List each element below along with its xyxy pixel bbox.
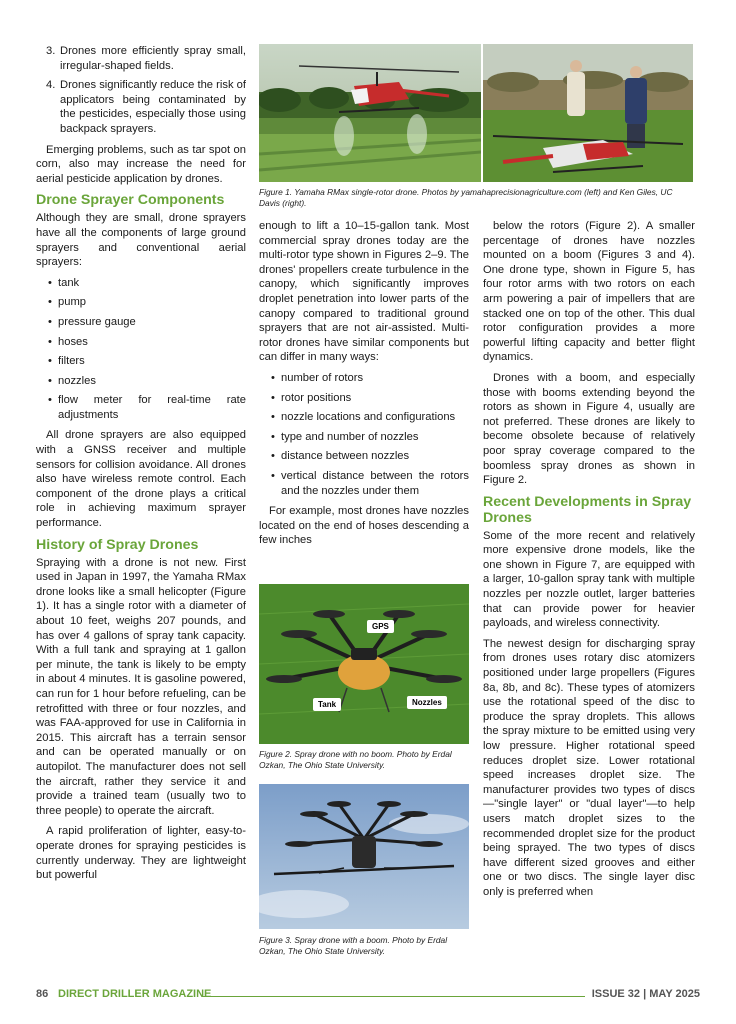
figure-2-photo <box>259 584 469 744</box>
list-item: 3. Drones more efficiently spray small, irregular-shaped fields. <box>46 45 246 72</box>
figure-1-right-photo <box>483 44 693 182</box>
page-footer <box>36 988 700 1004</box>
issue-info: ISSUE 32 | MAY 2025 <box>591 988 700 1000</box>
differences-list <box>259 371 469 498</box>
list-item: • vertical distance between the rotors and the nozzles under them <box>259 469 469 498</box>
paragraph-gnss: All drone sprayers are also equipped with a GNSS receiver and multiple sensors for collision avoidance. All drones also have wireless remote control. Each component of the drone plays a critical role in achieving maximum sprayer performance. <box>36 429 246 530</box>
list-item: • rotor positions <box>259 391 469 406</box>
list-item: • distance between nozzles <box>259 449 469 464</box>
paragraph-history: Spraying with a drone is not new. First used in Japan in 1997, the Yamaha RMax drone looks like a small helicopter (Figure 1). It has a single rotor with a diameter of about 10 feet, weighs 207 pounds, and has over 4 gallons of spray tank capacity. With a full tank and spraying at 1 gallon per minute, the tank is likely to be empty in about 4 minutes. It is gasoline powered, can run for 1 hour before refueling, can be retrofitted with three or four nozzles, and was FAA-approved for use in California in 2015. This aircraft has a terrain sensor and can be operated manually or on autopilot. The manufacturer does not sell the aircraft, rather they service it and provide a trained team (usually two to three people) to operate the aircraft. <box>36 556 246 817</box>
paragraph-components: Although they are small, drone sprayers have all the components of large ground sprayers and conventional aerial sprayers: <box>36 212 246 269</box>
figure-3-caption: Figure 3. Spray drone with a boom. Photo by Erdal Ozkan, The Ohio State University. <box>259 935 448 956</box>
paragraph-boom: Drones with a boom, and especially those with booms extending beyond the rotors as shown in Figure 4, usually are not preferred. These drones are likely to become obsolete because of relatively poor spray coverage compared to the boomless spray drones as shown in Figure 2. <box>483 371 695 487</box>
paragraph-recent: Some of the more recent and relatively more expensive drone models, like the one shown in Figure 7, are equipped with a larger, 10-gallon spray tank with multiple nozzles per nozzle outlet, larger batteries that can provide power for heavier payloads, and wireless connectivity. <box>483 529 695 630</box>
left-column <box>36 44 246 889</box>
nozzles-label: Nozzles <box>407 696 447 709</box>
list-item: • hoses <box>36 335 246 350</box>
heading-history: History of Spray Drones <box>36 536 199 553</box>
list-item: • tank <box>36 276 246 291</box>
footer-divider <box>203 996 585 997</box>
yamaha-rmax-ground-photo <box>483 44 693 182</box>
components-list <box>36 276 246 423</box>
spray-drone-with-boom-photo <box>259 784 469 929</box>
figure-1-caption: Figure 1. Yamaha RMax single-rotor drone. Photos by yamahaprecisionagriculture.com (left) and Ken Giles, UC Davis (right). <box>259 187 673 208</box>
paragraph-newest: The newest design for discharging spray from drones uses rotary disc atomizers positioned under large propellers (Figures 8a, 8b, and 8c). These types of atomizers use the rotational speed of the disc to produce the spray droplets. This allows the spray mixture to be emitted using very low pressure. Higher rotational speed reduces droplet size. Lower rotational speed increases droplet size. The manufacturer provides two types of discs—"single layer" or "dual layer"—to help users match droplet sizes to the recommended droplet size for the product being sprayed. The two types of discs have different sized grooves and either one or two discs. The single layer disc only is preferred when <box>483 637 695 898</box>
figure-1-left-photo <box>259 44 481 182</box>
advantages-list <box>36 44 246 137</box>
spray-drone-no-boom-photo <box>259 584 469 744</box>
list-item: • pressure gauge <box>36 315 246 330</box>
page-number: 86 <box>36 988 49 1000</box>
figure-3-photo <box>259 784 469 929</box>
paragraph-below-rotors: below the rotors (Figure 2). A smaller percentage of drones have nozzles mounted on a boom (Figures 3 and 4). One drone type, shown in Figure 5, has four rotor arms with two rotors on each arm powering a pair of impellers that are stacked one on top of the other. This dual rotor configuration provides a more powerful lifting capacity and better flight dynamics. <box>483 220 695 364</box>
tank-label: Tank <box>313 698 341 711</box>
paragraph-rapid: A rapid proliferation of lighter, easy-to-operate drones for spraying pesticides is currently underway. They are lightweight but powerful <box>36 825 246 882</box>
list-item: 4. Drones significantly reduce the risk of applicators being contaminated by the pesticides, especially those using backpack sprayers. <box>46 79 246 135</box>
list-item: • nozzles <box>36 374 246 389</box>
list-item: • type and number of nozzles <box>259 430 469 445</box>
figure-2-caption: Figure 2. Spray drone with no boom. Photo by Erdal Ozkan, The Ohio State University. <box>259 749 452 770</box>
paragraph-example: For example, most drones have nozzles located on the end of hoses descending a few inches <box>259 505 469 547</box>
list-item: • nozzle locations and configurations <box>259 410 469 425</box>
list-item: • number of rotors <box>259 371 469 386</box>
heading-recent: Recent Developments in Spray Drones <box>483 493 692 526</box>
middle-column <box>259 219 469 554</box>
list-item: • filters <box>36 354 246 369</box>
paragraph-emerging: Emerging problems, such as tar spot on corn, also may increase the need for aerial pesticide application by drones. <box>36 143 246 185</box>
paragraph-continue: enough to lift a 10–15-gallon tank. Most commercial spray drones today are the multi-rotor type shown in Figures 2–9. The drones' propellers create turbulence in the canopy, which significantly improves droplet penetration into lower parts of the canopy compared to traditional ground sprayers that are not air-assisted. Multi-rotor drones have similar components but can differ in many ways: <box>259 220 469 364</box>
gps-label: GPS <box>367 620 394 633</box>
right-column <box>483 219 695 906</box>
list-item: • pump <box>36 295 246 310</box>
yamaha-rmax-flying-photo <box>259 44 481 182</box>
magazine-name: DIRECT DRILLER MAGAZINE <box>58 988 212 1000</box>
heading-components: Drone Sprayer Components <box>36 192 225 209</box>
list-item: • flow meter for real-time rate adjustments <box>36 393 246 422</box>
